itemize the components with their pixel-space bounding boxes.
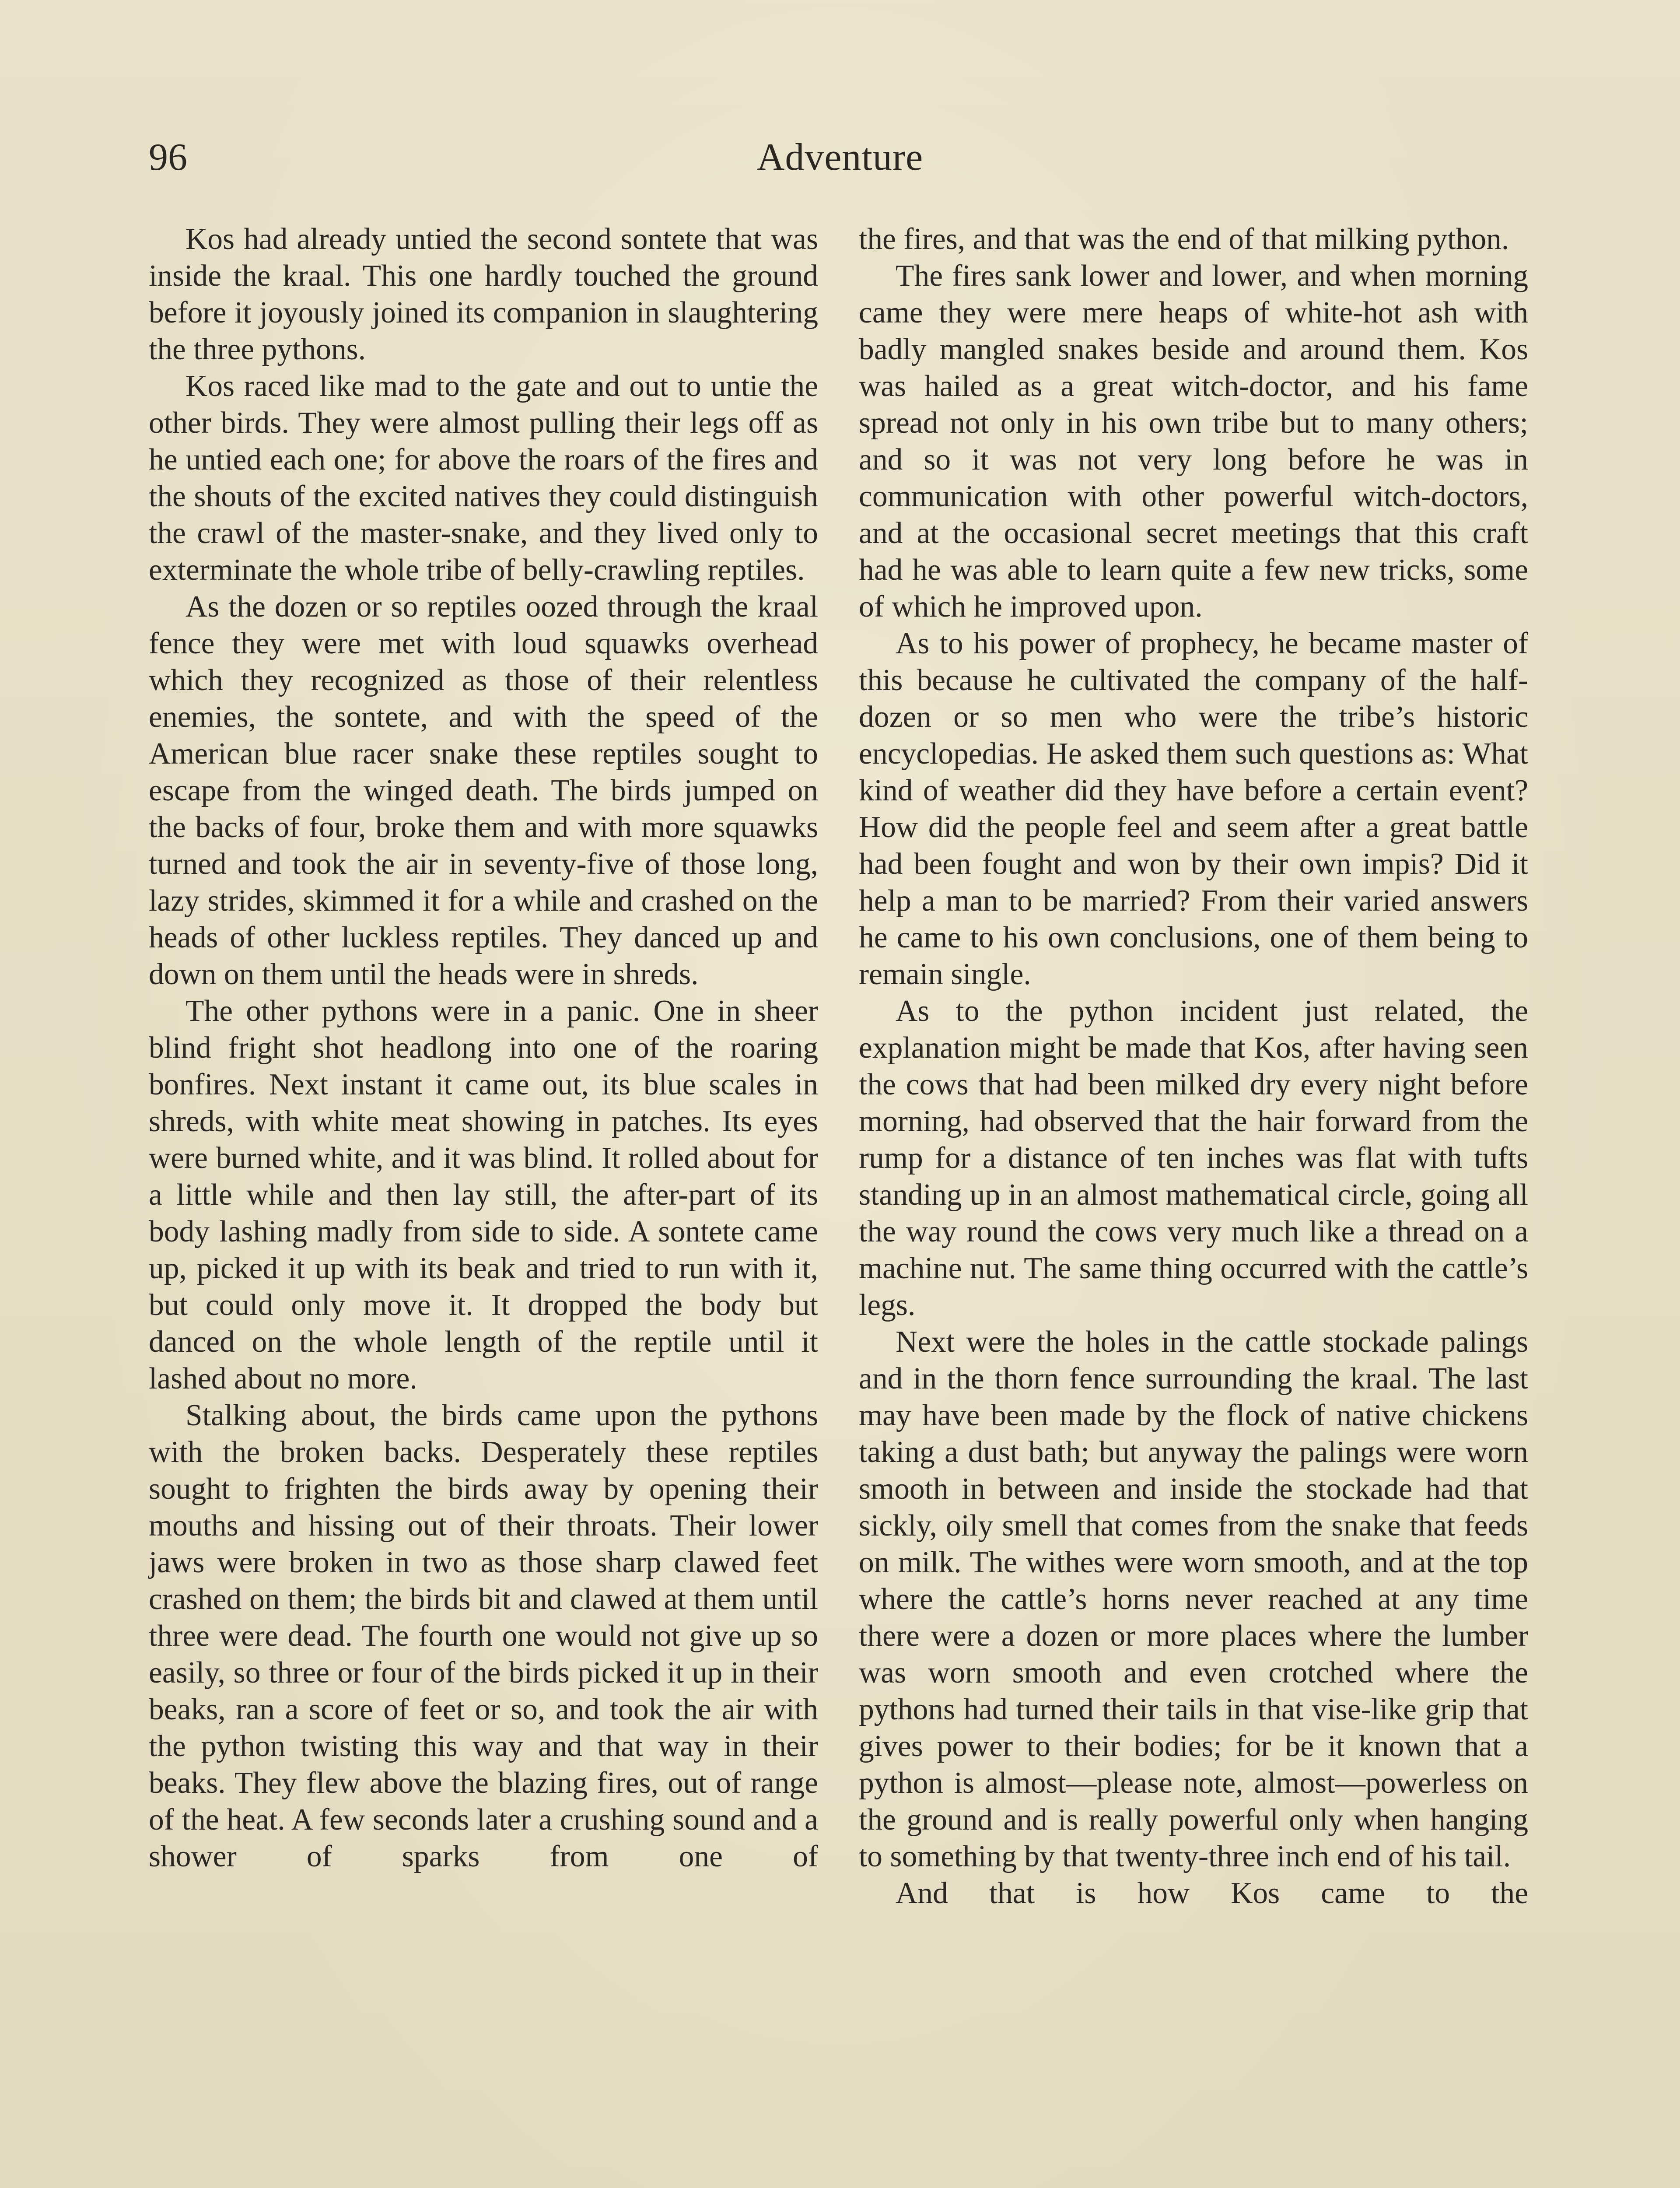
paragraph: As to his power of prophecy, he became master of this because he cultivated the company of the half-dozen or so men who were the tribe’s historic encyclopedias. He asked them such questions as: What kind of weather did they have before a certain event? How did the people feel and seem after a great battle had been fought and won by their own impis? Did it help a man to be married? From their varied answers he came to his own conclusions, one of them being to remain single. [859,627,1528,991]
paragraph: As the dozen or so reptiles oozed through the kraal fence they were met with loud squawks overhead which they recognized as those of their relentless enemies, the sontete, and with the speed of the American blue racer snake these reptiles sought to escape from the winged death. The birds jumped on the backs of four, broke them and with more squawks turned and took the air in seventy-five of those long, lazy strides, skimmed it for a while and crashed on the heads of other luckless reptiles. They danced up and down on them until the heads were in shreds. [149,590,818,991]
paragraph: The other pythons were in a panic. One in sheer blind fright shot headlong into one of the roaring bonfires. Next instant it came out, its blue scales in shreds, with white meat showing in patches. Its eyes were burned white, and it was blind. It rolled about for a little while and then lay still, the after-part of its body lashing madly from side to side. A sontete came up, picked it up with its beak and tried to run with it, but could only move it. It dropped the body but danced on the whole length of the reptile until it lashed about no more. [149,994,818,1396]
page-number: 96 [149,136,187,179]
paragraph: The fires sank lower and lower, and when morning came they were mere heaps of white-hot ash with badly mangled snakes beside and around them. Kos was hailed as a great witch-doctor, and his fame spread not only in his own tribe but to many others; and so it was not very long before he was in communication with other powerful witch-doctors, and at the occasional secret meetings that this craft had he was able to learn quite a few new tricks, some of which he improved upon. [859,259,1528,624]
paragraph: Kos raced like mad to the gate and out to untie the other birds. They were almost pulling their legs off as he untied each one; for above the roars of the fires and the shouts of the excited natives they could distinguish the crawl of the master-snake, and they lived only to exterminate the whole tribe of belly-crawling reptiles. [149,369,818,587]
paragraph: Kos had already untied the second sontete that was inside the kraal. This one hardly touched the ground before it joyously joined its companion in slaughtering the three pythons. [149,222,818,366]
running-head: Adventure [756,136,924,179]
right-column [859,221,1528,1912]
page-header [149,131,1531,193]
paragraph: And that is how Kos came to the [896,1876,1528,1910]
paragraph: Next were the holes in the cattle stockade palings and in the thorn fence surrounding the kraal. The last may have been made by the flock of native chickens taking a dust bath; but anyway the palings were worn smooth in between and inside the stockade had that sickly, oily smell that comes from the snake that feeds on milk. The withes were worn smooth, and at the top where the cattle’s horns never reached at any time there were a dozen or more places where the lumber was worn smooth and even crotched where the pythons had turned their tails in that vise-like grip that gives power to their bodies; for be it known that a python is almost—please note, almost—powerless on the ground and is really powerful only when hanging to something by that twenty-three inch end of his tail. [859,1325,1528,1873]
paragraph-continued: the fires, and that was the end of that milking python. [859,222,1509,256]
paragraph: Stalking about, the birds came upon the pythons with the broken backs. Desperately these reptiles sought to frighten the birds away by opening their mouths and hissing out of their throats. Their lower jaws were broken in two as those sharp clawed feet crashed on them; the birds bit and clawed at them until three were dead. The fourth one would not give up so easily, so three or four of the birds picked it up in their beaks, ran a score of feet or so, and took the air with the python twisting this way and that way in their beaks. They flew above the blazing fires, out of range of the heat. A few seconds later a crushing sound and a shower of sparks from one of [149,1399,818,1873]
paragraph: As to the python incident just related, the explanation might be made that Kos, after having seen the cows that had been milked dry every night before morning, had observed that the hair forward from the rump for a distance of ten inches was flat with tufts standing up in an almost mathematical circle, going all the way round the cows very much like a thread on a machine nut. The same thing occurred with the cattle’s legs. [859,994,1528,1322]
left-column [149,221,818,1875]
